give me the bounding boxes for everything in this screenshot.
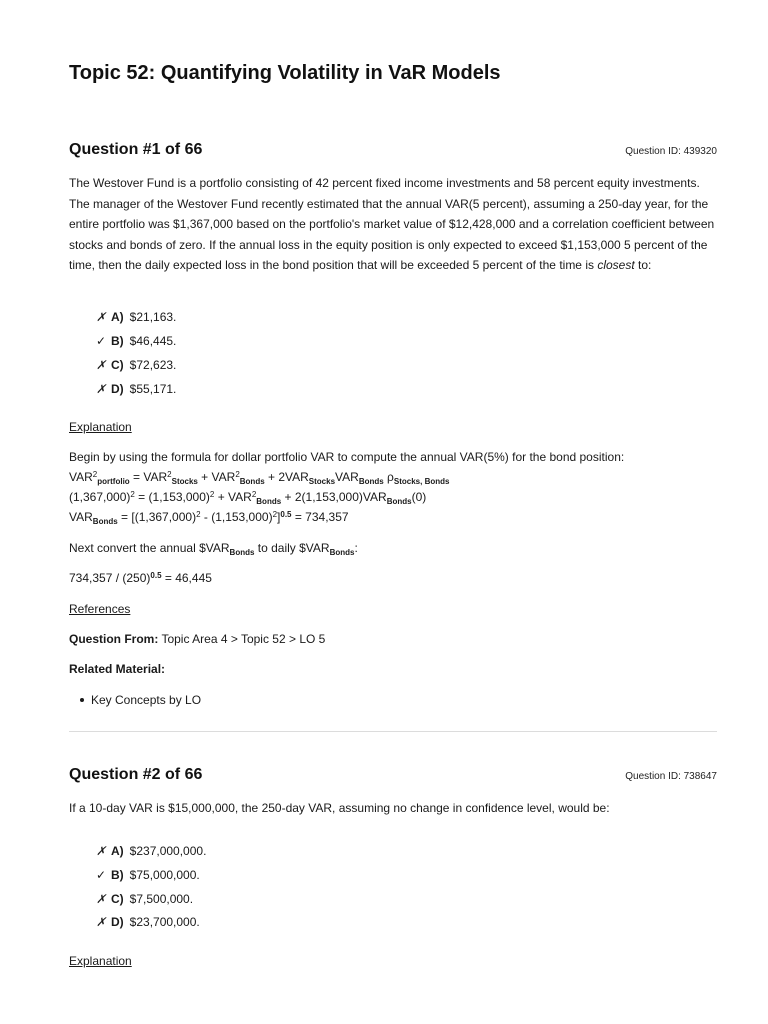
cross-icon: ✗ — [96, 844, 107, 858]
related-material-item[interactable] — [80, 693, 201, 707]
question-1-text-emphasis: closest — [597, 258, 635, 272]
answer-letter: A) — [111, 310, 124, 324]
explanation-intro: Begin by using the formula for dollar portfolio VAR to compute the annual VAR(5%) for the bond position: — [69, 450, 625, 464]
formula-line-2: $(1,367,000)^2 = (1,153,000)^2 + VAR^2_{Bonds} + 2(1,153,000)VAR_{Bonds}(0)$ — [69, 490, 427, 506]
answer-option[interactable] — [96, 358, 176, 372]
cross-icon: ✗ — [96, 915, 107, 929]
cross-icon: ✗ — [96, 310, 107, 324]
question-1-text-end: to: — [634, 258, 652, 272]
answer-letter: D) — [111, 382, 124, 396]
conversion-text: Next convert the annual $\$VAR_{Bonds}$ to daily $\$VAR_{Bonds}$: — [69, 541, 358, 557]
answer-value: $55,171. — [129, 382, 177, 396]
answer-option[interactable] — [96, 382, 176, 396]
answer-option[interactable] — [96, 310, 176, 324]
question-1-header — [69, 141, 717, 159]
question-2-title: Question #2 of 66 — [69, 766, 203, 783]
answer-letter: C) — [111, 892, 124, 906]
answer-value: $237,000,000. — [129, 844, 207, 858]
explanation-toggle[interactable]: Explanation — [69, 420, 132, 434]
related-material-label: Key Concepts by LO — [91, 693, 202, 707]
answer-option[interactable] — [96, 334, 176, 348]
answer-option[interactable] — [96, 915, 200, 929]
question-1-title: Question #1 of 66 — [69, 141, 203, 158]
question-divider — [69, 731, 717, 732]
question-1-id: Question ID: 439320 — [625, 146, 717, 157]
answer-letter: C) — [111, 358, 124, 372]
question-1-text — [69, 173, 719, 276]
references-toggle[interactable]: References — [69, 602, 131, 616]
question-2-text: If a 10-day VAR is $15,000,000, the 250-day VAR, assuming no change in confidence level, would be: — [69, 801, 610, 815]
answer-letter: B) — [111, 334, 124, 348]
answer-letter: D) — [111, 915, 124, 929]
answer-letter: B) — [111, 868, 124, 882]
answer-option[interactable] — [96, 868, 200, 882]
question-2-id: Question ID: 738647 — [625, 771, 717, 782]
answer-letter: A) — [111, 844, 124, 858]
cross-icon: ✗ — [96, 358, 107, 372]
answer-value: $23,700,000. — [129, 915, 200, 929]
bullet-icon — [80, 698, 84, 702]
related-material-heading: Related Material: — [69, 662, 166, 676]
question-from — [69, 632, 325, 646]
answer-value: $46,445. — [129, 334, 177, 348]
answer-option[interactable] — [96, 892, 193, 906]
answer-value: $75,000,000. — [129, 868, 200, 882]
cross-icon: ✗ — [96, 382, 107, 396]
page-title: Topic 52: Quantifying Volatility in VaR Models — [69, 62, 501, 84]
cross-icon: ✗ — [96, 892, 107, 906]
formula-line-4: $734,357 / (250)^{0.5} = 46,445$ — [69, 571, 212, 585]
question-from-label: Question From: — [69, 632, 159, 646]
formula-line-3: $VAR_{Bonds} = [(1,367,000)^2 - (1,153,000)^2]^{0.5} = 734,357$ — [69, 510, 349, 526]
explanation-toggle[interactable]: Explanation — [69, 954, 132, 968]
answer-value: $7,500,000. — [129, 892, 194, 906]
question-from-value: Topic Area 4 > Topic 52 > LO 5 — [158, 632, 326, 646]
question-1-text-part: The Westover Fund is a portfolio consisting of 42 percent fixed income investments and 58 percent equity investments. The manager of the Westover Fund recently estimated that the annual VAR(5 percent), assuming a 250-day year, for the entire portfolio was $1,367,000 based on the portfolio's market value of $12,428,000 and a correlation coefficient between stocks and bonds of zero. If the annual loss in the equity position is only expected to exceed $1,153,000 5 percent of the time, then the daily expected loss in the bond position that will be exceeded 5 percent of the time is — [69, 176, 715, 272]
answer-value: $21,163. — [129, 310, 177, 324]
check-icon: ✓ — [96, 868, 107, 882]
answer-option[interactable] — [96, 844, 206, 858]
answer-value: $72,623. — [129, 358, 177, 372]
question-2-header — [69, 766, 717, 784]
formula-line-1: $VAR^2_{portfolio} = VAR^2_{Stocks} + VAR^2_{Bonds} + 2VAR_{Stocks}VAR_{Bonds}$ $\rho_{Stocks, Bonds}$ — [69, 470, 450, 486]
check-icon: ✓ — [96, 334, 107, 348]
